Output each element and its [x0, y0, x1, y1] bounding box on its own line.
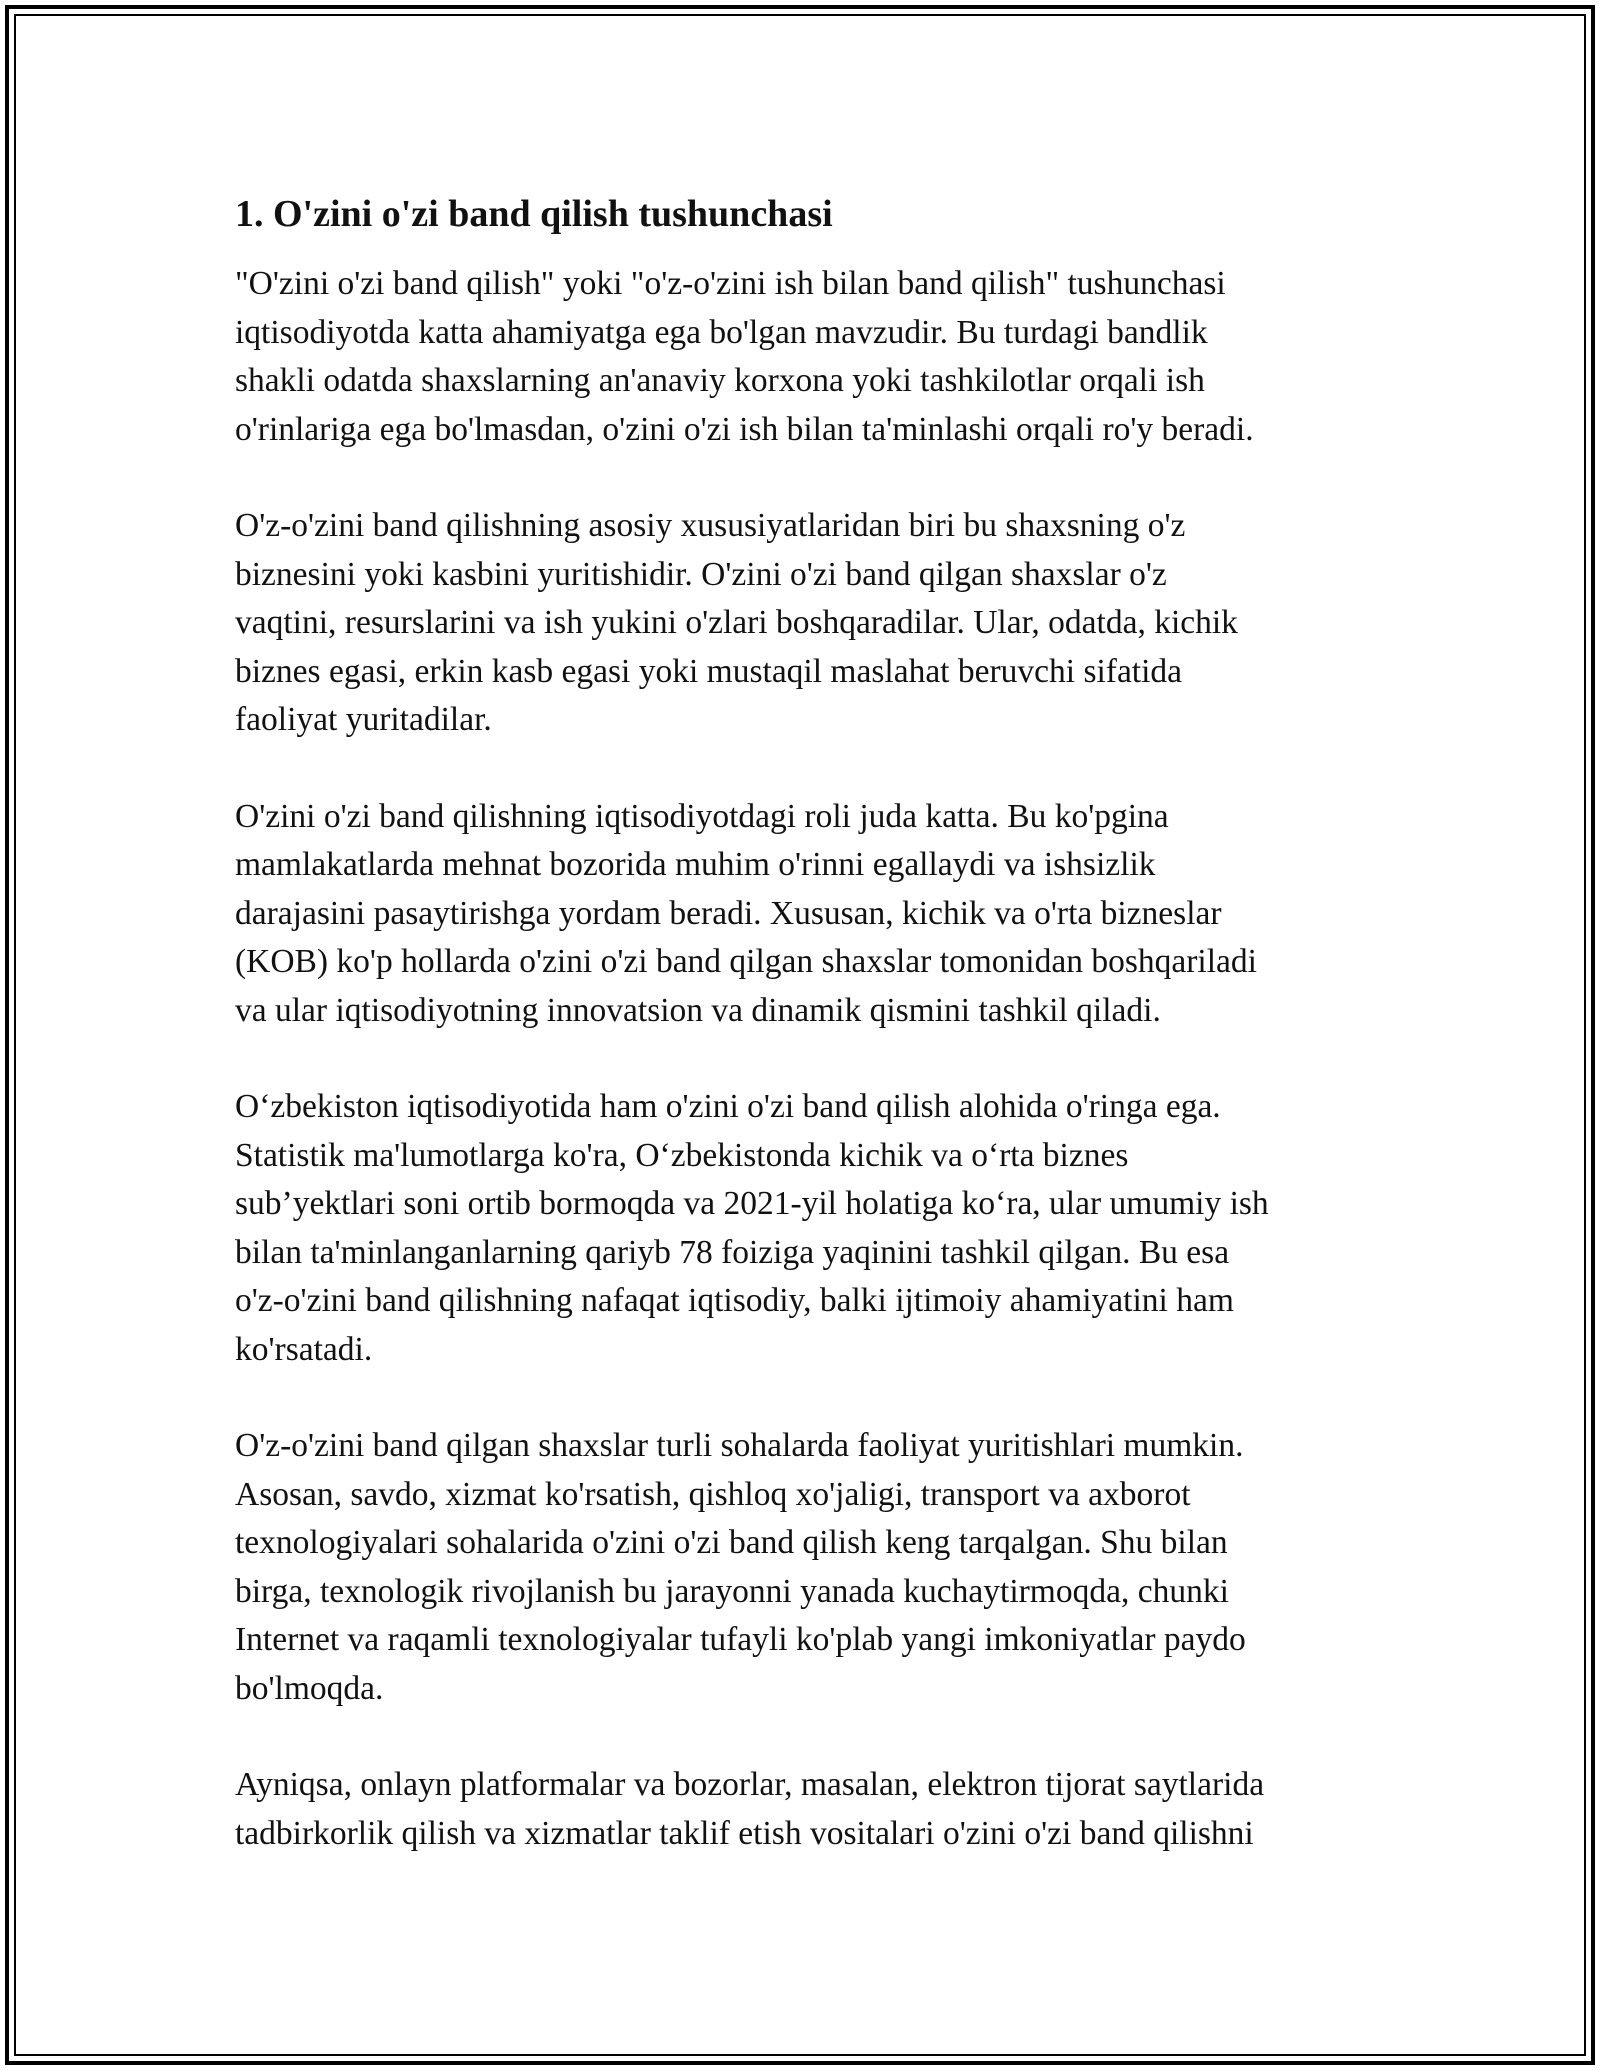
- paragraph: [235, 1422, 1375, 1713]
- text-line: vaqtini, resurslarini va ish yukini o'zlari boshqaradilar. Ular, odatda, kichik: [235, 604, 1238, 641]
- text-line: "O'zini o'zi band qilish" yoki "o'z-o'zini ish bilan band qilish" tushunchasi: [235, 265, 1226, 302]
- text-line: Asosan, savdo, xizmat ko'rsatish, qishloq xo'jaligi, transport va axborot: [235, 1475, 1191, 1513]
- paragraph: [235, 1083, 1375, 1374]
- paragraph: [235, 260, 1375, 454]
- text-line: va ular iqtisodiyotning innovatsion va dinamik qismini tashkil qiladi.: [235, 991, 1161, 1029]
- text-line: bo'lmoqda.: [235, 1669, 384, 1707]
- section-heading: 1. O'zini o'zi band qilish tushunchasi: [235, 193, 833, 235]
- text-line: texnologiyalari sohalarida o'zini o'zi band qilish keng tarqalgan. Shu bilan: [235, 1524, 1228, 1561]
- text-line: bilan ta'minlanganlarning qariyb 78 foiziga yaqinini tashkil qilgan. Bu esa: [235, 1233, 1230, 1271]
- text-line: mamlakatlarda mehnat bozorida muhim o'rinni egallaydi va ishsizlik: [235, 846, 1156, 883]
- text-line: Internet va raqamli texnologiyalar tufayli ko'plab yangi imkoniyatlar paydo: [235, 1621, 1246, 1658]
- text-line: darajasini pasaytirishga yordam beradi. Xususan, kichik va o'rta bizneslar: [235, 894, 1222, 932]
- text-line: iqtisodiyotda katta ahamiyatga ega bo'lgan mavzudir. Bu turdagi bandlik: [235, 313, 1208, 351]
- paragraph-list: [235, 260, 1375, 1858]
- text-line: o'rinlariga ega bo'lmasdan, o'zini o'zi ish bilan ta'minlashi orqali ro'y beradi.: [235, 410, 1254, 448]
- text-line: sub’yektlari soni ortib bormoqda va 2021-yil holatiga ko‘ra, ular umumiy ish: [235, 1185, 1269, 1222]
- document-body: [235, 188, 1375, 1906]
- text-line: tadbirkorlik qilish va xizmatlar taklif etish vositalari o'zini o'zi band qilishni: [235, 1814, 1254, 1852]
- text-line: (KOB) ko'p hollarda o'zini o'zi band qilgan shaxslar tomonidan boshqariladi: [235, 943, 1257, 980]
- text-line: biznesini yoki kasbini yuritishidir. O'zini o'zi band qilgan shaxslar o'z: [235, 555, 1167, 593]
- text-line: O‘zbekiston iqtisodiyotida ham o'zini o'zi band qilish alohida o'ringa ega.: [235, 1088, 1221, 1125]
- text-line: birga, texnologik rivojlanish bu jarayonni yanada kuchaytirmoqda, chunki: [235, 1572, 1229, 1610]
- text-line: O'z-o'zini band qilgan shaxslar turli sohalarda faoliyat yuritishlari mumkin.: [235, 1427, 1244, 1464]
- paragraph: [235, 793, 1375, 1036]
- text-line: o'z-o'zini band qilishning nafaqat iqtisodiy, balki ijtimoiy ahamiyatini ham: [235, 1282, 1234, 1319]
- text-line: Statistik ma'lumotlarga ko'ra, O‘zbekistonda kichik va o‘rta biznes: [235, 1136, 1129, 1174]
- text-line: ko'rsatadi.: [235, 1330, 373, 1368]
- text-line: shakli odatda shaxslarning an'anaviy korxona yoki tashkilotlar orqali ish: [235, 362, 1205, 399]
- text-line: O'zini o'zi band qilishning iqtisodiyotdagi roli juda katta. Bu ko'pgina: [235, 797, 1169, 835]
- paragraph: [235, 1761, 1375, 1858]
- text-line: O'z-o'zini band qilishning asosiy xususiyatlaridan biri bu shaxsning o'z: [235, 507, 1186, 544]
- text-line: faoliyat yuritadilar.: [235, 701, 492, 738]
- text-line: Ayniqsa, onlayn platformalar va bozorlar, masalan, elektron tijorat saytlarida: [235, 1766, 1265, 1803]
- paragraph: [235, 502, 1375, 745]
- text-line: biznes egasi, erkin kasb egasi yoki mustaqil maslahat beruvchi sifatida: [235, 652, 1183, 690]
